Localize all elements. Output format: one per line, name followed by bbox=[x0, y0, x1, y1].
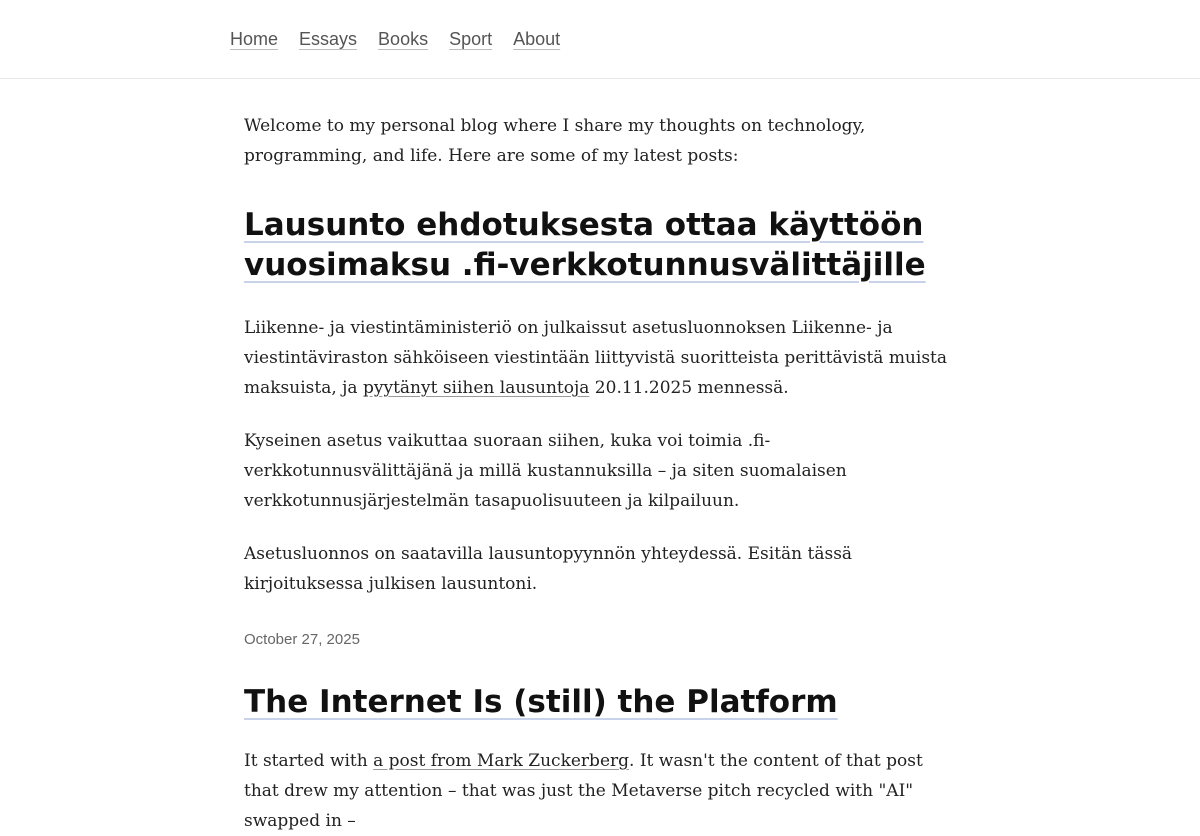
post-title-link[interactable]: The Internet Is (still) the Platform bbox=[244, 684, 838, 720]
post-text: Liikenne- ja viestintäministeriö on julkaissut asetusluonnoksen Liikenne- ja viestintäviraston sähköiseen viestintään liittyvistä suoritteista perittävistä muista maksuista, ja bbox=[244, 318, 948, 398]
intro-text: Welcome to my personal blog where I share my thoughts on technology, programming, and life. Here are some of my latest posts: bbox=[244, 116, 866, 166]
nav-sport-link[interactable]: Sport bbox=[449, 29, 493, 49]
nav-essays-link[interactable]: Essays bbox=[299, 29, 358, 49]
nav-about-link[interactable]: About bbox=[513, 29, 561, 49]
post-paragraph: Asetusluonnos on saatavilla lausuntopyynnön yhteydessä. Esitän tässä kirjoituksessa julkisen lausuntoni. bbox=[244, 544, 853, 594]
post-title bbox=[244, 682, 956, 722]
post-title-link[interactable]: Lausunto ehdotuksesta ottaa käyttöön vuosimaksu .fi-verkkotunnusvälittäjille bbox=[244, 207, 926, 283]
inline-link[interactable]: pyytänyt siihen lausuntoja bbox=[362, 378, 590, 398]
nav-home-link[interactable]: Home bbox=[230, 29, 279, 49]
post-text: 20.11.2025 mennessä. bbox=[589, 378, 789, 398]
inline-link[interactable]: a post from Mark Zuckerberg bbox=[373, 751, 630, 771]
post-1 bbox=[244, 205, 956, 650]
post-paragraph bbox=[244, 746, 956, 836]
post-2 bbox=[244, 682, 956, 836]
post-text: . It wasn't the content of that post that drew my attention – that was just the Metaverse pitch recycled with "AI" swapped in – bbox=[244, 751, 923, 831]
nav-links bbox=[230, 27, 560, 51]
nav-books-link[interactable]: Books bbox=[378, 29, 429, 49]
post-text: It started with bbox=[244, 751, 374, 771]
top-navigation bbox=[0, 0, 1200, 79]
post-title bbox=[244, 205, 956, 285]
main-content bbox=[244, 111, 956, 836]
post-date: October 27, 2025 bbox=[244, 631, 360, 648]
post-paragraph: Kyseinen asetus vaikuttaa suoraan siihen, kuka voi toimia .fi-verkkotunnusvälittäjänä ja millä kustannuksilla – ja siten suomalaisen verkkotunnusjärjestelmän tasapuolisuuteen ja kilpailuun. bbox=[244, 431, 847, 511]
post-paragraph bbox=[244, 313, 956, 403]
